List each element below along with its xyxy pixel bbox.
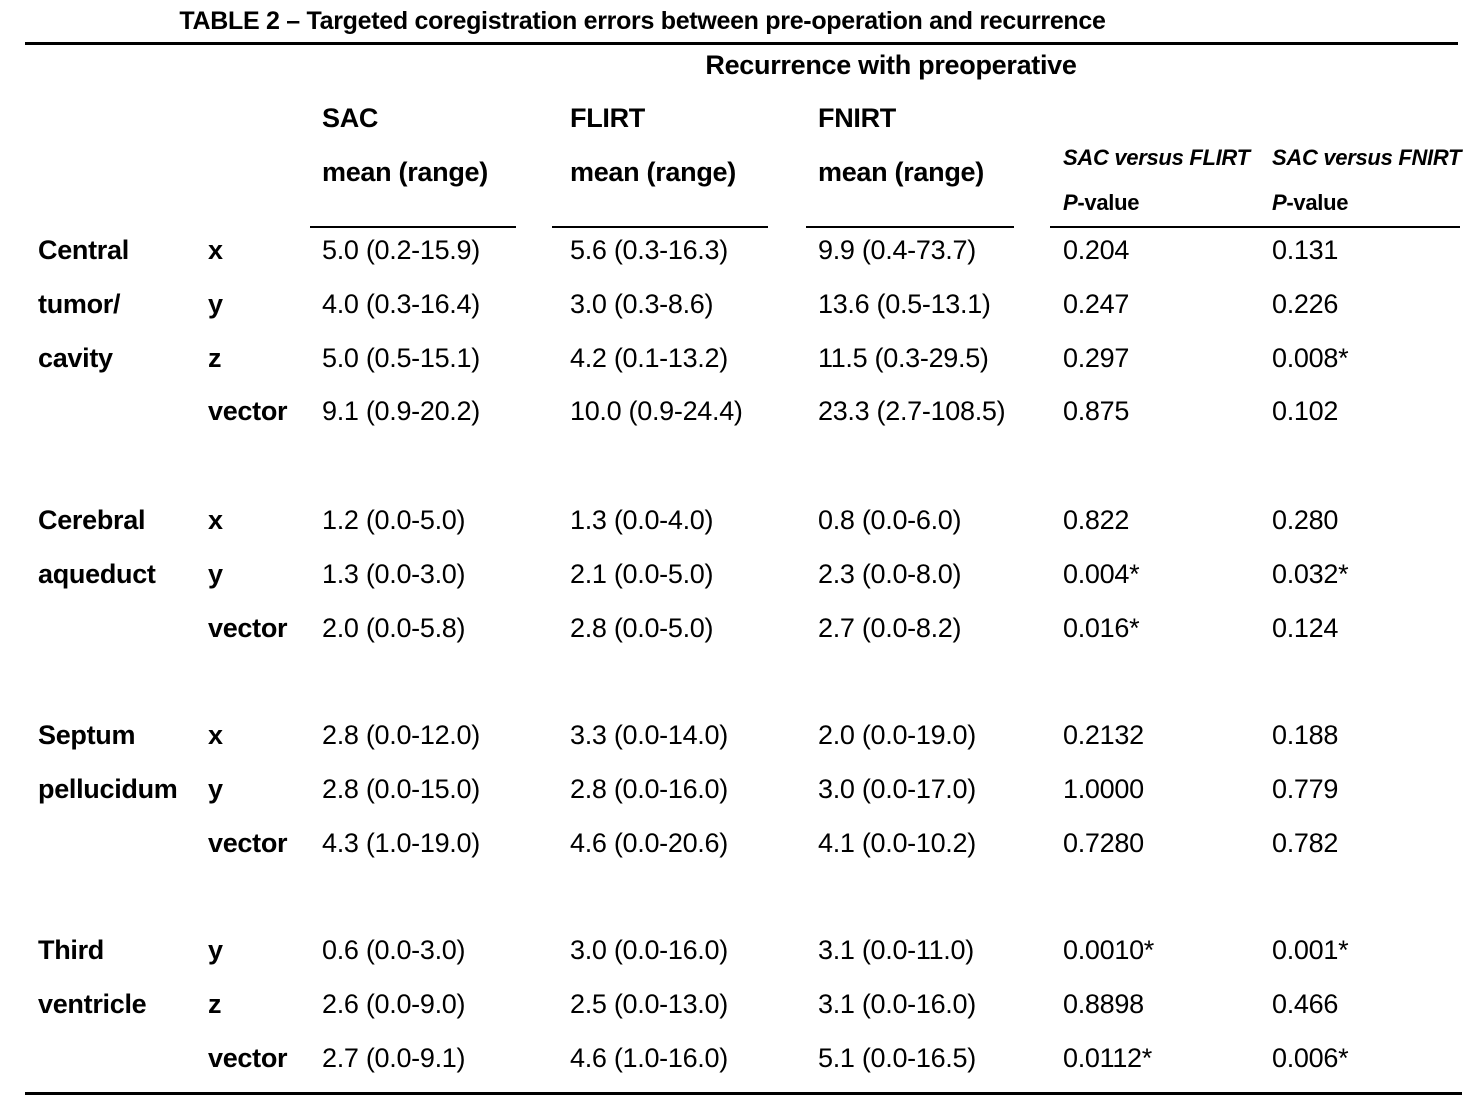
col-subheader-flirt-mean-range: mean (range) — [570, 157, 736, 187]
cell-fnirt: 11.5 (0.3-29.5) — [818, 343, 989, 373]
col-header-sac-vs-fnirt: SAC versus FNIRT — [1272, 145, 1462, 170]
table-row — [0, 987, 1472, 1021]
table-row — [0, 341, 1472, 375]
header-rule-pvalues — [1050, 226, 1460, 228]
cell-p-sac-flirt: 0.875 — [1063, 396, 1130, 426]
axis-label: y — [208, 774, 223, 804]
spanning-header: Recurrence with preoperative — [705, 50, 1077, 80]
cell-p-sac-fnirt: 0.226 — [1272, 289, 1339, 319]
cell-p-sac-flirt: 0.297 — [1063, 343, 1130, 373]
axis-label: vector — [208, 828, 288, 858]
cell-fnirt: 3.1 (0.0-11.0) — [818, 935, 974, 965]
axis-label: z — [208, 989, 222, 1019]
cell-sac: 5.0 (0.5-15.1) — [322, 343, 480, 373]
region-label: ventricle — [38, 989, 147, 1019]
col-subheader-pvalue-fnirt — [1272, 191, 1348, 215]
cell-p-sac-flirt: 0.2132 — [1063, 720, 1144, 750]
cell-flirt: 10.0 (0.9-24.4) — [570, 396, 743, 426]
cell-flirt: 4.6 (1.0-16.0) — [570, 1043, 728, 1073]
table-row — [0, 233, 1472, 267]
cell-flirt: 1.3 (0.0-4.0) — [570, 505, 714, 535]
cell-fnirt: 2.7 (0.0-8.2) — [818, 613, 962, 643]
table-row — [0, 826, 1472, 860]
col-header-flirt: FLIRT — [570, 103, 645, 133]
cell-p-sac-flirt: 1.0000 — [1063, 774, 1144, 804]
cell-sac: 5.0 (0.2-15.9) — [322, 235, 480, 265]
region-label: pellucidum — [38, 774, 178, 804]
cell-flirt: 3.0 (0.0-16.0) — [570, 935, 728, 965]
pvalue-p-italic: P — [1063, 190, 1078, 215]
table-row — [0, 933, 1472, 967]
cell-flirt: 4.2 (0.1-13.2) — [570, 343, 728, 373]
header-rule-sac — [310, 226, 516, 228]
top-rule — [25, 42, 1458, 45]
cell-sac: 9.1 (0.9-20.2) — [322, 396, 480, 426]
cell-p-sac-flirt: 0.016* — [1063, 613, 1140, 643]
cell-fnirt: 4.1 (0.0-10.2) — [818, 828, 976, 858]
cell-fnirt: 0.8 (0.0-6.0) — [818, 505, 962, 535]
bottom-rule — [25, 1092, 1462, 1095]
cell-flirt: 2.5 (0.0-13.0) — [570, 989, 728, 1019]
axis-label: vector — [208, 613, 288, 643]
region-label: Cerebral — [38, 505, 146, 535]
axis-label: x — [208, 720, 223, 750]
table-row — [0, 557, 1472, 591]
table-row — [0, 718, 1472, 752]
cell-flirt: 2.1 (0.0-5.0) — [570, 559, 714, 589]
col-header-fnirt: FNIRT — [818, 103, 896, 133]
cell-sac: 1.2 (0.0-5.0) — [322, 505, 466, 535]
cell-fnirt: 2.0 (0.0-19.0) — [818, 720, 976, 750]
cell-fnirt: 5.1 (0.0-16.5) — [818, 1043, 976, 1073]
cell-flirt: 2.8 (0.0-16.0) — [570, 774, 728, 804]
cell-p-sac-flirt: 0.822 — [1063, 505, 1130, 535]
col-subheader-pvalue-flirt — [1063, 191, 1139, 215]
axis-label: y — [208, 935, 223, 965]
cell-p-sac-flirt: 0.204 — [1063, 235, 1130, 265]
table-row — [0, 287, 1472, 321]
cell-p-sac-fnirt: 0.102 — [1272, 396, 1339, 426]
pvalue-rest: -value — [1286, 190, 1349, 215]
cell-p-sac-flirt: 0.004* — [1063, 559, 1140, 589]
cell-p-sac-fnirt: 0.008* — [1272, 343, 1349, 373]
cell-sac: 4.0 (0.3-16.4) — [322, 289, 480, 319]
cell-p-sac-fnirt: 0.131 — [1272, 235, 1339, 265]
axis-label: x — [208, 505, 223, 535]
cell-sac: 2.7 (0.0-9.1) — [322, 1043, 466, 1073]
table-row — [0, 394, 1472, 428]
cell-p-sac-fnirt: 0.001* — [1272, 935, 1349, 965]
table-row — [0, 772, 1472, 806]
cell-sac: 2.6 (0.0-9.0) — [322, 989, 466, 1019]
cell-flirt: 5.6 (0.3-16.3) — [570, 235, 728, 265]
cell-fnirt: 23.3 (2.7-108.5) — [818, 396, 1006, 426]
cell-p-sac-fnirt: 0.124 — [1272, 613, 1339, 643]
cell-p-sac-fnirt: 0.032* — [1272, 559, 1349, 589]
cell-p-sac-fnirt: 0.466 — [1272, 989, 1339, 1019]
cell-flirt: 2.8 (0.0-5.0) — [570, 613, 714, 643]
table-title: TABLE 2 – Targeted coregistration errors between pre-operation and recurrence — [179, 7, 1106, 35]
cell-p-sac-fnirt: 0.779 — [1272, 774, 1339, 804]
cell-p-sac-flirt: 0.8898 — [1063, 989, 1144, 1019]
cell-sac: 2.0 (0.0-5.8) — [322, 613, 466, 643]
cell-sac: 0.6 (0.0-3.0) — [322, 935, 466, 965]
cell-fnirt: 3.0 (0.0-17.0) — [818, 774, 976, 804]
pvalue-p-italic: P — [1272, 190, 1287, 215]
cell-flirt: 3.0 (0.3-8.6) — [570, 289, 714, 319]
header-rule-fnirt — [806, 226, 1014, 228]
cell-p-sac-fnirt: 0.782 — [1272, 828, 1339, 858]
cell-sac: 2.8 (0.0-15.0) — [322, 774, 480, 804]
axis-label: y — [208, 559, 223, 589]
cell-p-sac-flirt: 0.0010* — [1063, 935, 1154, 965]
axis-label: vector — [208, 396, 288, 426]
header-rule-flirt — [552, 226, 768, 228]
region-label: Central — [38, 235, 129, 265]
table-row — [0, 611, 1472, 645]
col-header-sac: SAC — [322, 103, 379, 133]
axis-label: vector — [208, 1043, 288, 1073]
axis-label: z — [208, 343, 222, 373]
cell-sac: 2.8 (0.0-12.0) — [322, 720, 480, 750]
cell-fnirt: 9.9 (0.4-73.7) — [818, 235, 976, 265]
col-subheader-sac-mean-range: mean (range) — [322, 157, 488, 187]
region-label: cavity — [38, 343, 113, 373]
pvalue-rest: -value — [1077, 190, 1140, 215]
cell-fnirt: 13.6 (0.5-13.1) — [818, 289, 991, 319]
region-label: Septum — [38, 720, 136, 750]
cell-flirt: 3.3 (0.0-14.0) — [570, 720, 728, 750]
cell-fnirt: 3.1 (0.0-16.0) — [818, 989, 976, 1019]
cell-sac: 4.3 (1.0-19.0) — [322, 828, 480, 858]
cell-p-sac-flirt: 0.0112* — [1063, 1043, 1152, 1073]
cell-flirt: 4.6 (0.0-20.6) — [570, 828, 728, 858]
table-row — [0, 1041, 1472, 1075]
cell-p-sac-fnirt: 0.280 — [1272, 505, 1339, 535]
cell-p-sac-fnirt: 0.006* — [1272, 1043, 1349, 1073]
region-label: aqueduct — [38, 559, 156, 589]
axis-label: y — [208, 289, 223, 319]
cell-p-sac-flirt: 0.7280 — [1063, 828, 1144, 858]
axis-label: x — [208, 235, 223, 265]
col-subheader-fnirt-mean-range: mean (range) — [818, 157, 984, 187]
cell-p-sac-flirt: 0.247 — [1063, 289, 1130, 319]
table-row — [0, 503, 1472, 537]
region-label: Third — [38, 935, 104, 965]
cell-fnirt: 2.3 (0.0-8.0) — [818, 559, 962, 589]
cell-p-sac-fnirt: 0.188 — [1272, 720, 1339, 750]
cell-sac: 1.3 (0.0-3.0) — [322, 559, 466, 589]
col-header-sac-vs-flirt: SAC versus FLIRT — [1063, 145, 1250, 170]
region-label: tumor/ — [38, 289, 121, 319]
